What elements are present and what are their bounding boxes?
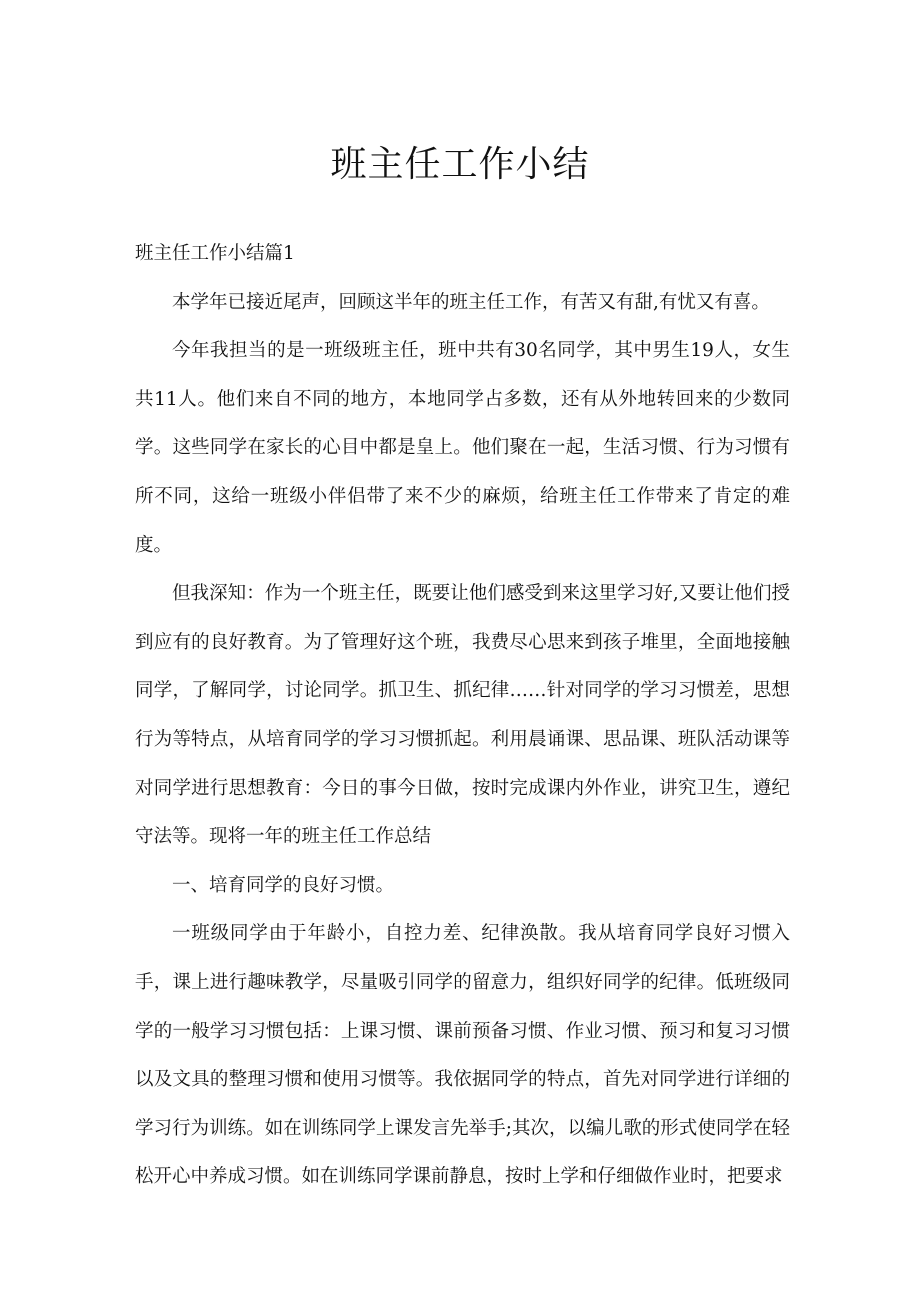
section-heading: 班主任工作小结篇1 (135, 243, 295, 264)
paragraph-heading: 一、培育同学的良好习惯。 (172, 874, 395, 896)
paragraph: 今年我担当的是一班级班主任，班中共有30名同学，其中男生19人，女生共11人。他们来自不同的地方，本地同学占多数，还有从外地转回来的少数同学。这些同学在家长的心目中都是皇上。他们聚在一起，生活习惯、行为习惯有所不同，这给一班级小伴侣带了来不少的麻烦，给班主任工作带来了肯定的难度。 (135, 340, 790, 556)
paragraph: 但我深知：作为一个班主任，既要让他们感受到来这里学习好,又要让他们授到应有的良好教育。为了管理好这个班，我费尽心思来到孩子堆里，全面地接触同学，了解同学，讨论同学。抓卫生、抓纪律……针对同学的学习习惯差，思想行为等特点，从培育同学的学习习惯抓起。利用晨诵课、思品课、班队活动课等对同学进行思想教育：今日的事今日做，按时完成课内外作业，讲究卫生，遵纪守法等。现将一年的班主任工作总结 (135, 583, 790, 848)
document-title: 班主任工作小结 (330, 144, 590, 185)
paragraph: 本学年已接近尾声，回顾这半年的班主任工作，有苦又有甜,有忧又有喜。 (172, 291, 770, 313)
document-body (135, 230, 790, 1202)
paragraph: 一班级同学由于年龄小，自控力差、纪律涣散。我从培育同学良好习惯入手，课上进行趣味教学，尽量吸引同学的留意力，组织好同学的纪律。低班级同学的一般学习习惯包括：上课习惯、课前预备习惯、作业习惯、预习和复习习惯以及文具的整理习惯和使用习惯等。我依据同学的特点，首先对同学进行详细的学习行为训练。如在训练同学上课发言先举手;其次，以编儿歌的形式使同学在轻松开心中养成习惯。如在训练同学课前静息，按时上学和仔细做作业时，把要求 (135, 923, 790, 1188)
